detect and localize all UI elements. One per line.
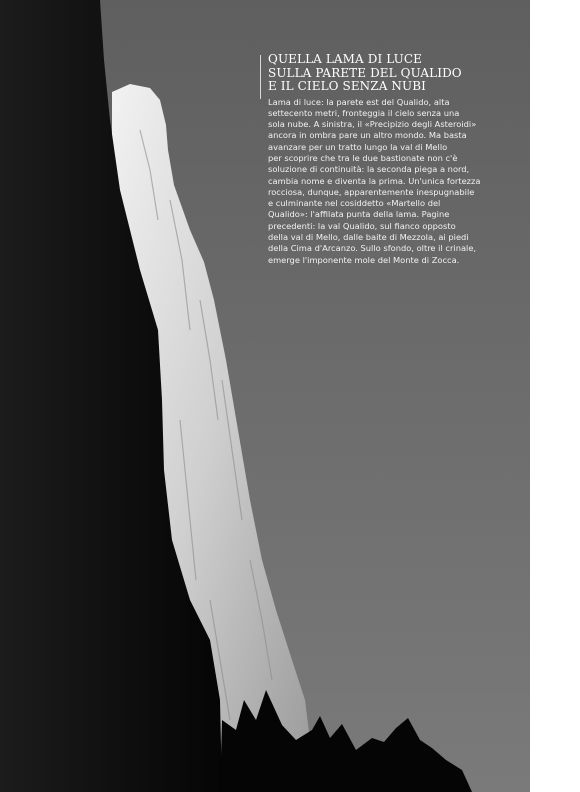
caption-headline: QUELLA LAMA DI LUCE SULLA PARETE DEL QUALIDO E IL CIELO SENZA NUBI (268, 52, 462, 93)
photo-caption (268, 53, 486, 266)
page-margin (530, 0, 580, 792)
caption-body: Lama di luce: la parete est del Qualido, alta settecento metri, fronteggia il cielo senza una sola nube. A sinistra, il «Precipizio degli Asteroidi» ancora in ombra pare un altro mondo. Ma basta avanzare per un tratto lungo la val di Mello per scoprire che tra le due bastionate non c'è soluzione di continuità: la seconda piega a nord, cambia nome e diventa la prima. Un'unica fortezza rocciosa, dunque, apparentemente inespugnabile e culminante nel cosiddetto «Martello del Qualido»: l'affilata punta della lama. Pagine precedenti: la val Qualido, sul fianco opposto della val di Mello, dalle baite di Mezzola, ai piedi della Cima d'Arcanzo. Sullo sfondo, oltre il crinale, emerge l'imponente mole del Monte di Zocca. (268, 96, 481, 265)
caption-rule (260, 55, 261, 99)
